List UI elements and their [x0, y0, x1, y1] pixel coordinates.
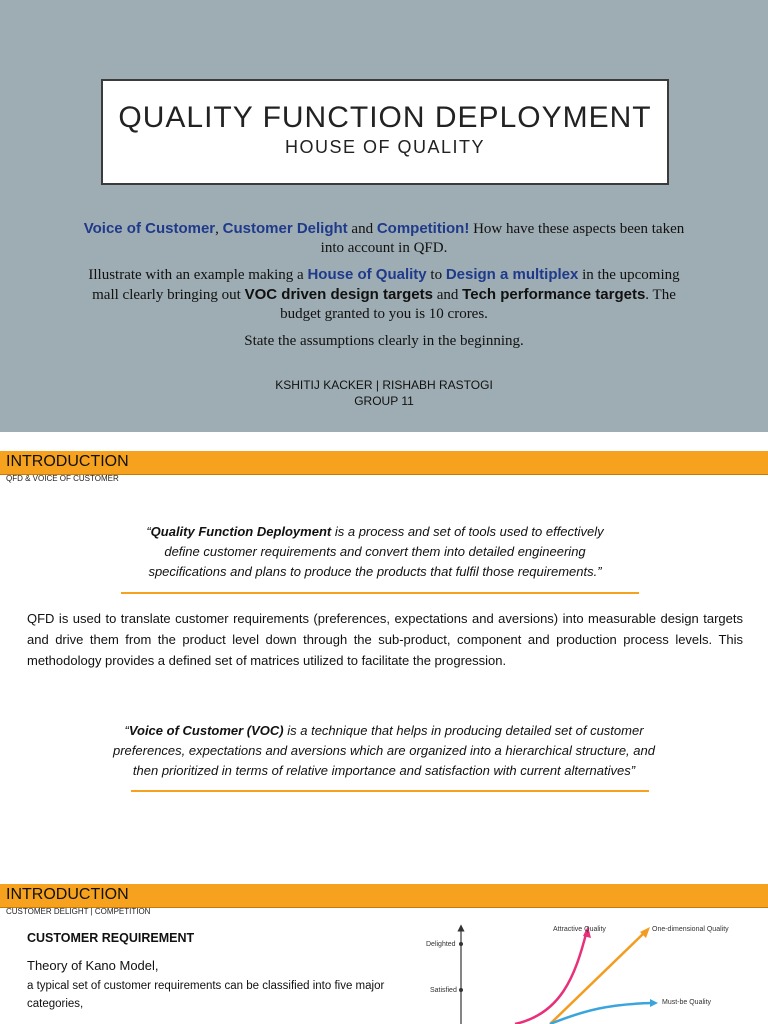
quote-mark: “: [146, 524, 151, 539]
customer-requirement-heading: CUSTOMER REQUIREMENT: [27, 931, 195, 945]
must-be-curve: [550, 1003, 652, 1024]
delighted-label: Delighted: [426, 941, 456, 948]
question-paragraph-2: [80, 265, 688, 324]
tech-term: Tech performance targets: [462, 286, 646, 303]
title-box: [101, 79, 669, 185]
voc-term: Voice of Customer (VOC): [128, 723, 284, 738]
text: How have these aspects been taken into account in QFD.: [320, 221, 685, 256]
kano-title: Theory of Kano Model,: [27, 958, 159, 973]
text: is a technique that helps in producing detailed set of customer preferences, expectations and aversions which are organized into a hierarchical structure, and then prioritized in terms of relative importance and satisfaction with current alternatives”: [113, 723, 655, 778]
section-title: INTRODUCTION: [6, 886, 129, 903]
must-be-arrow: [650, 999, 658, 1007]
voc-targets-term: VOC driven design targets: [244, 286, 433, 303]
satisfied-label: Satisfied: [430, 987, 457, 994]
text: to: [426, 267, 446, 283]
attractive-label: Attractive Quality: [553, 926, 606, 933]
attractive-curve: [515, 930, 587, 1024]
hoq-term: House of Quality: [307, 266, 427, 283]
qfd-quote: [130, 522, 620, 582]
slide-subtitle: HOUSE OF QUALITY: [284, 137, 486, 157]
assumptions-line: State the assumptions clearly in the beginning.: [244, 333, 524, 349]
must-be-label: Must-be Quality: [662, 999, 712, 1006]
text: Illustrate with an example making a: [88, 267, 308, 283]
delighted-tick: [459, 942, 463, 946]
title-slide: [0, 0, 768, 432]
question-paragraph-1: [80, 219, 688, 258]
text: . The budget granted to you is 10 crores.: [280, 287, 676, 322]
quote-mark: “: [124, 723, 129, 738]
group: GROUP 11: [354, 394, 414, 408]
competition-term: Competition!: [376, 220, 470, 237]
voc-term: Voice of Customer: [83, 220, 216, 237]
text: is a process and set of tools used to effectively define customer requirements and convert them into detailed engineering specifications and plans to produce the products that fulfil those requirements.”: [148, 524, 604, 579]
slide-title: QUALITY FUNCTION DEPLOYMENT: [118, 101, 652, 134]
section-subtitle: QFD & VOICE OF CUSTOMER: [6, 474, 119, 483]
text: in the upcoming mall clearly bringing out: [92, 267, 680, 303]
delight-term: Customer Delight: [222, 220, 348, 237]
design-term: Design a multiplex: [445, 266, 579, 283]
kano-diagram: [400, 918, 760, 1024]
section-title: INTRODUCTION: [6, 453, 129, 470]
text: and: [347, 221, 377, 237]
satisfied-tick: [459, 988, 463, 992]
text: ,: [215, 221, 223, 237]
one-dimensional-label: One-dimensional Quality: [652, 926, 729, 933]
qfd-term: Quality Function Deployment: [150, 524, 332, 539]
intro-header-bar: [0, 451, 768, 475]
one-dimensional-line: [550, 932, 645, 1024]
intro-header-bar-2: [0, 884, 768, 908]
kano-body: a typical set of customer requirements can be classified into five major categories,: [27, 980, 385, 1010]
section-subtitle: CUSTOMER DELIGHT | COMPETITION: [6, 907, 151, 916]
voc-quote: [104, 721, 664, 781]
divider: [121, 592, 639, 594]
authors: KSHITIJ KACKER | RISHABH RASTOGI: [275, 378, 493, 392]
divider: [131, 790, 649, 792]
qfd-paragraph: QFD is used to translate customer requirements (preferences, expectations and aversions) into measurable design targets and drive them from the product level down through the sub-product, component and production process levels. This methodology provides a defined set of matrices utilized to facilitate the progression.: [27, 611, 743, 668]
text: and: [433, 287, 463, 303]
